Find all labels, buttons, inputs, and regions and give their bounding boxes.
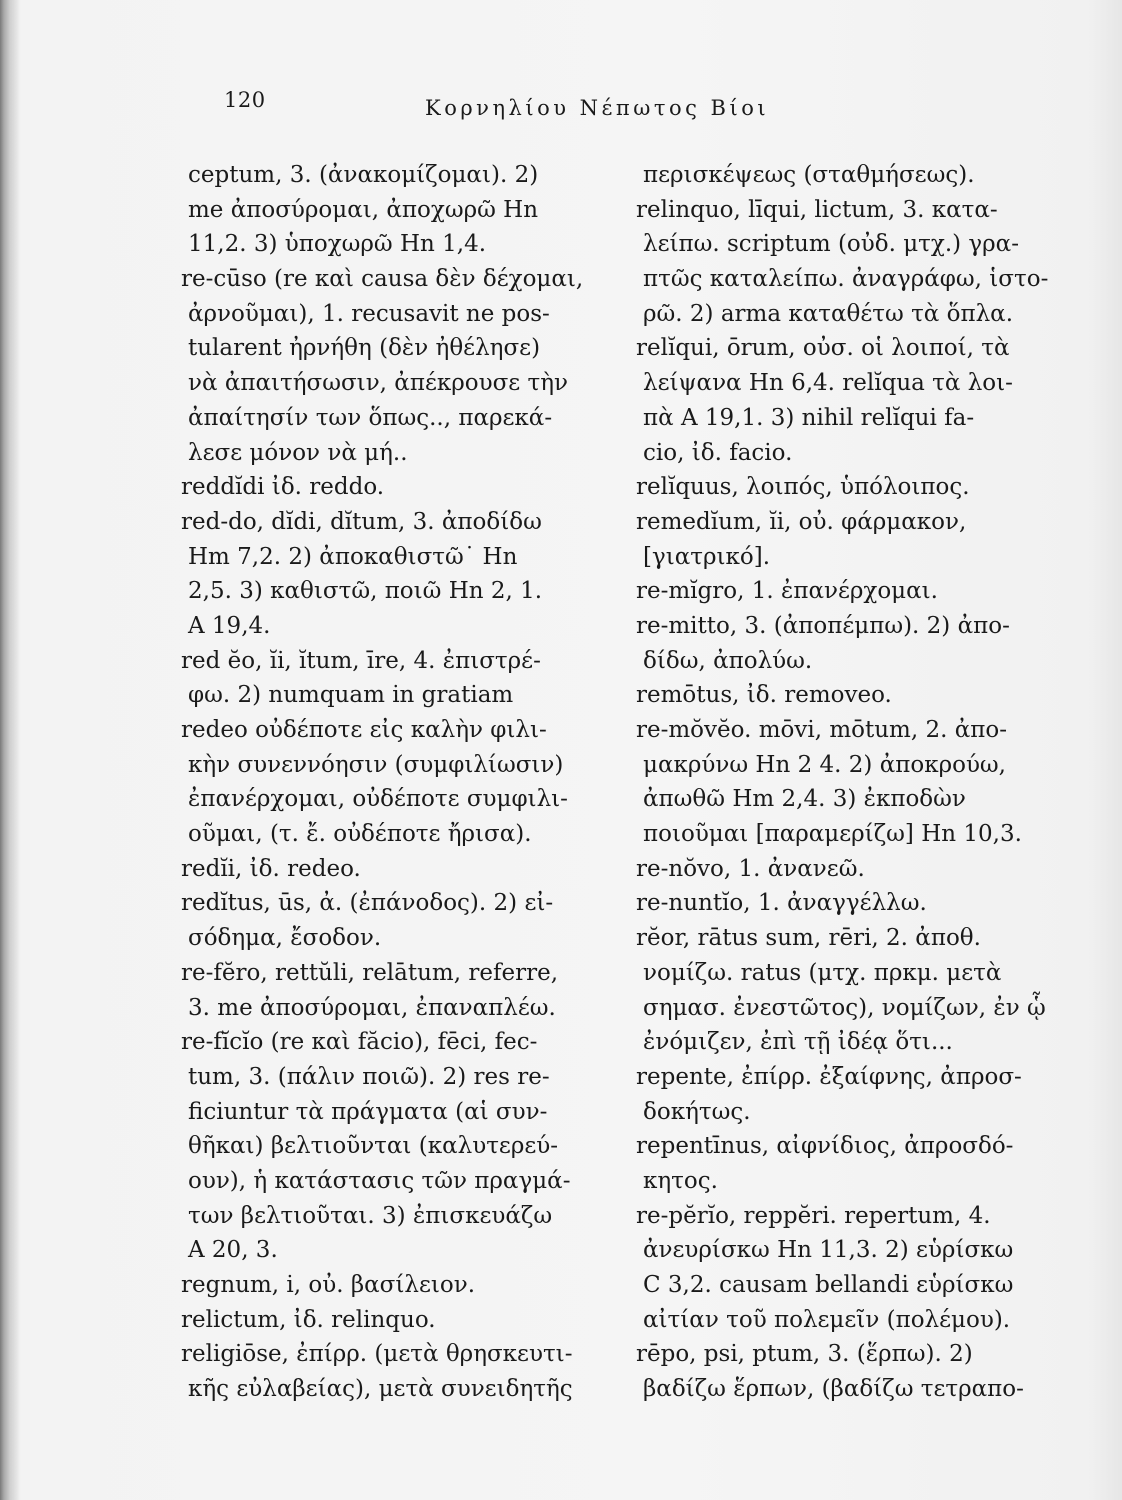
text-line: 3. me ἀποσύρομαι, ἐπαναπλέω. <box>188 994 556 1021</box>
text-line: re-fĕro, rettŭli, relātum, referre, <box>181 959 559 986</box>
text-line: θῆκαι) βελτιοῦνται (καλυτερεύ- <box>188 1133 559 1160</box>
text-line: red ĕo, ĭi, ĭtum, īre, 4. ἐπιστρέ- <box>181 647 541 674</box>
right-column <box>636 158 1088 1407</box>
text-line: re-pĕrĭo, reppĕri. repertum, 4. <box>636 1202 991 1229</box>
text-line: ἀρνοῦμαι), 1. recusavit ne pos- <box>188 300 550 327</box>
text-line: rēpo, psi, ptum, 3. (ἕρπω). 2) <box>636 1341 973 1368</box>
text-line: me ἀποσύρομαι, ἀποχωρῶ Hn <box>188 196 539 223</box>
text-line: ποιοῦμαι [παραμερίζω] Hn 10,3. <box>643 821 1022 848</box>
text-line: ουν), ἡ κατάστασις τῶν πραγμά- <box>188 1167 571 1194</box>
text-line: repentīnus, αἰφνίδιος, ἀπροσδό- <box>636 1133 1014 1160</box>
text-line: κῆς εὐλαβείας), μετὰ συνειδητῆς <box>188 1376 573 1403</box>
text-line: re-mitto, 3. (ἀποπέμπω). 2) ἀπο- <box>636 612 1010 639</box>
text-line: λείπω. scriptum (οὐδ. μτχ.) γρα- <box>643 231 1019 258</box>
text-line: repente, ἐπίρρ. ἐξαίφνης, ἀπροσ- <box>636 1063 1022 1090</box>
text-line: νὰ ἀπαιτήσωσιν, ἀπέκρουσε τὴν <box>188 370 569 397</box>
text-line: ἀνευρίσκω Hn 11,3. 2) εὑρίσκω <box>643 1237 1014 1264</box>
text-line: relinquo, līqui, lictum, 3. κατα- <box>636 196 998 223</box>
text-line: [γιατρικό]. <box>643 543 771 570</box>
text-line: remōtus, ἰδ. removeo. <box>636 682 892 709</box>
text-line: cio, ἰδ. facio. <box>643 439 793 466</box>
text-line: μακρύνω Hn 2 4. 2) ἀποκρούω, <box>643 751 1006 778</box>
text-line: λεσε μόνον νὰ μή.. <box>188 439 408 466</box>
text-line: κὴν συνεννόησιν (συμφιλίωσιν) <box>188 751 564 778</box>
text-line: redĭtus, ūs, ἀ. (ἐπάνοδος). 2) εἰ- <box>181 890 554 917</box>
text-line: religiōse, ἐπίρρ. (μετὰ θρησκευτι- <box>181 1341 573 1368</box>
text-line: ρῶ. 2) arma καταθέτω τὰ ὅπλα. <box>643 300 1014 327</box>
text-line: 2,5. 3) καθιστῶ, ποιῶ Hn 2, 1. <box>188 578 543 605</box>
text-line: Hm 7,2. 2) ἀποκαθιστῶ˙ Hn <box>188 543 518 570</box>
text-line: κητος. <box>643 1167 718 1194</box>
text-line: ἐπανέρχομαι, οὐδέποτε συμφιλι- <box>188 786 568 813</box>
page-gutter-shadow <box>0 0 20 1500</box>
text-line: των βελτιοῦται. 3) ἐπισκευάζω <box>188 1202 553 1229</box>
text-line: regnum, i, οὐ. βασίλειον. <box>181 1272 476 1298</box>
text-line: reddĭdi ἰδ. reddo. <box>181 474 385 501</box>
text-line: red-do, dĭdi, dĭtum, 3. ἀποδίδω <box>181 508 542 535</box>
text-line: tularent ἠρνήθη (δὲν ἠθέλησε) <box>188 335 541 362</box>
text-line: relictum, ἰδ. relinquo. <box>181 1306 436 1333</box>
text-line: tum, 3. (πάλιν ποιῶ). 2) res re- <box>188 1063 550 1090</box>
text-line: οῦμαι, (τ. ἔ. οὐδέποτε ἤρισα). <box>188 821 532 848</box>
text-line: C 3,2. causam bellandi εὑρίσκω <box>643 1272 1014 1298</box>
text-line: rĕor, rātus sum, rēri, 2. ἀποθ. <box>636 925 981 952</box>
text-line: re-cūso (re καὶ causa δὲν δέχομαι, <box>181 266 584 293</box>
text-line: βαδίζω ἕρπων, (βαδίζω τετραπο- <box>643 1376 1024 1403</box>
text-line: re-nuntĭo, 1. ἀναγγέλλω. <box>636 890 927 917</box>
text-line: φω. 2) numquam in gratiam <box>188 682 514 709</box>
text-line: πτῶς καταλείπω. ἀναγράφω, ἱστο- <box>643 266 1049 293</box>
running-title: Κορνηλίου Νέπωτος Βίοι <box>425 96 770 120</box>
text-line: νομίζω. ratus (μτχ. πρκμ. μετὰ <box>643 959 1002 986</box>
text-line: περισκέψεως (σταθμήσεως). <box>643 162 975 188</box>
text-line: relĭquus, λοιπός, ὑπόλοιπος. <box>636 474 970 501</box>
text-line: redeo οὐδέποτε εἰς καλὴν φιλι- <box>181 717 547 743</box>
text-line: ἀπαίτησίν των ὅπως.., παρεκά- <box>188 404 553 431</box>
text-line: ἀπωθῶ Hm 2,4. 3) ἐκποδὼν <box>643 786 966 813</box>
text-line: ceptum, 3. (ἀνακομίζομαι). 2) <box>188 162 539 188</box>
text-line: αἰτίαν τοῦ πολεμεῖν (πολέμου). <box>643 1306 1011 1333</box>
text-line: re-mĭgro, 1. ἐπανέρχομαι. <box>636 578 938 605</box>
text-line: redĭi, ἰδ. redeo. <box>181 855 361 882</box>
left-column <box>181 158 601 1407</box>
page-number: 120 <box>224 88 266 112</box>
text-line: λείψανα Hn 6,4. relĭqua τὰ λοι- <box>643 370 1013 397</box>
text-line: A 19,4. <box>188 612 271 639</box>
text-line: ἐνόμιζεν, ἐπὶ τῇ ἰδέᾳ ὅτι... <box>643 1029 953 1056</box>
text-line: σόδημα, ἔσοδον. <box>188 925 382 952</box>
text-line: A 20, 3. <box>188 1237 278 1264</box>
text-line: re-fĭcĭo (re καὶ făcio), fēci, fec- <box>181 1029 538 1056</box>
text-line: re-nŏvo, 1. ἀνανεῶ. <box>636 855 865 882</box>
text-line: δίδω, ἀπολύω. <box>643 647 813 674</box>
text-line: re-mŏvĕo. mōvi, mōtum, 2. ἀπο- <box>636 717 1007 743</box>
text-line: ficiuntur τὰ πράγματα (αἱ συν- <box>188 1098 548 1125</box>
text-line: δοκήτως. <box>643 1098 751 1125</box>
text-line: relĭqui, ōrum, οὐσ. οἱ λοιποί, τὰ <box>636 335 1010 362</box>
text-line: πὰ A 19,1. 3) nihil relĭqui fa- <box>643 404 975 431</box>
text-line: σημασ. ἐνεστῶτος), νομίζων, ἐν ᾧ <box>643 994 1046 1021</box>
text-line: 11,2. 3) ὑποχωρῶ Hn 1,4. <box>188 231 487 258</box>
text-line: remedĭum, ĭi, οὐ. φάρμακον, <box>636 508 967 535</box>
